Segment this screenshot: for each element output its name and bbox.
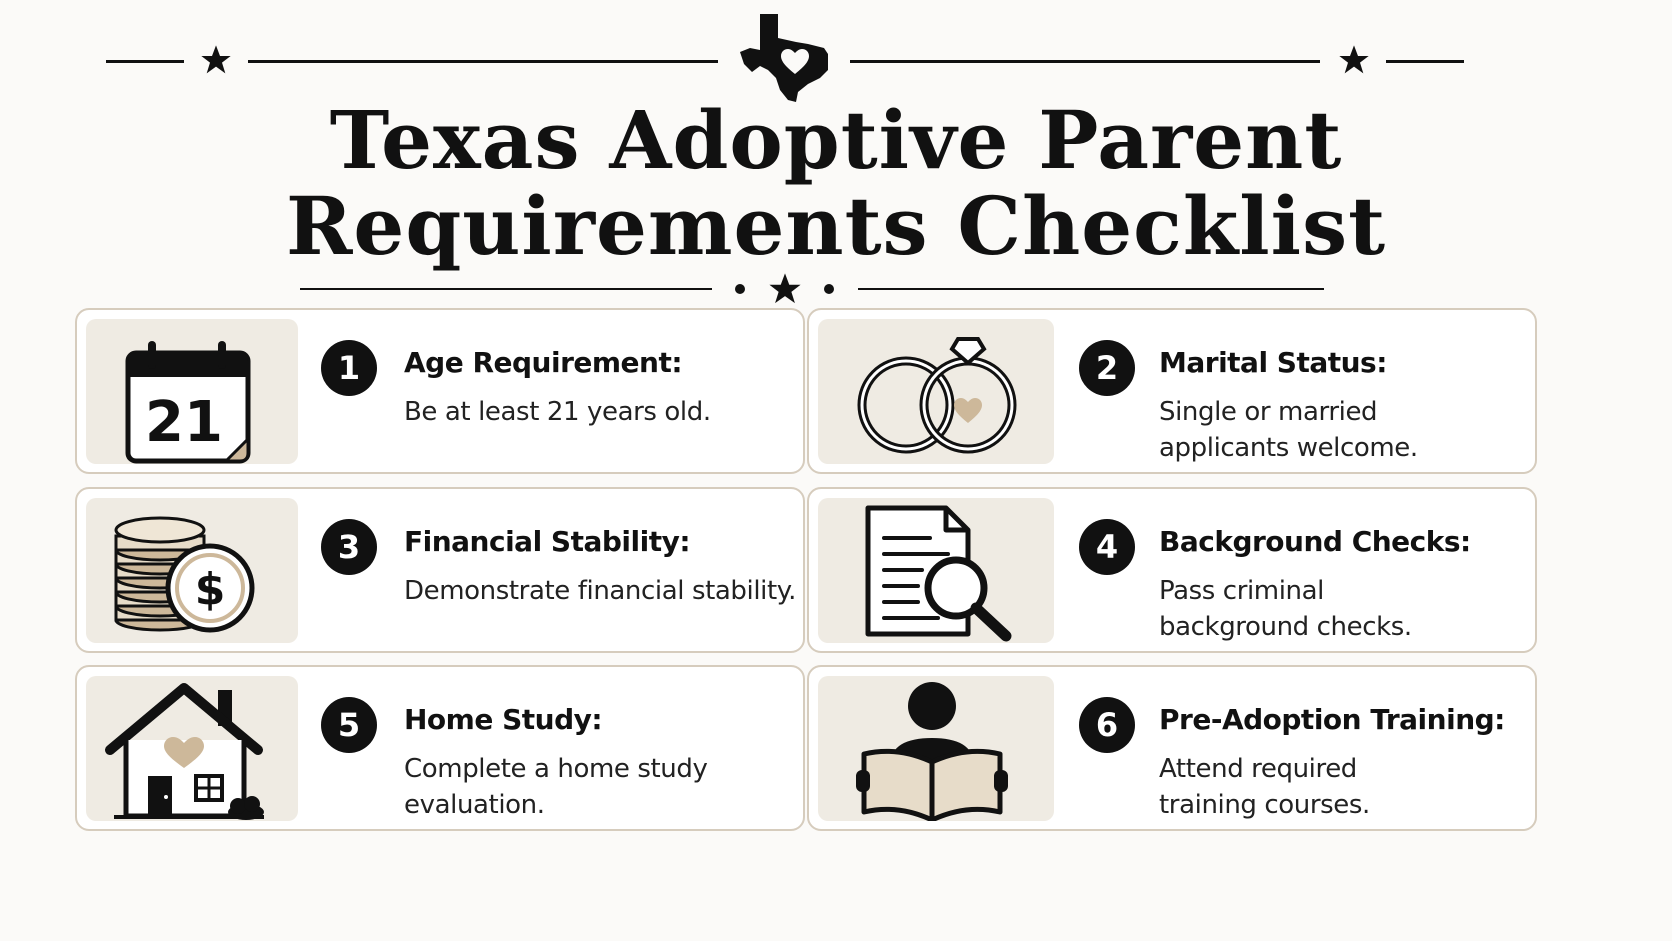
requirement-card-training: [807, 665, 1537, 831]
requirement-card-marital: [807, 308, 1537, 474]
step-number: 3: [321, 519, 377, 575]
texas-heart-icon: [738, 12, 834, 104]
star-icon: [1338, 44, 1370, 76]
page-title-line-2: Requirements Checklist: [285, 179, 1387, 273]
card-title: Age Requirement:: [404, 346, 683, 379]
calendar-day-text: 21: [145, 390, 223, 455]
calendar-icon: [86, 319, 298, 464]
requirement-card-home-study: [75, 665, 805, 831]
header-rule-right-short: [1386, 60, 1464, 63]
subtitle-rule-left: [300, 288, 712, 290]
icon-panel: [818, 676, 1054, 821]
reader-icon: [818, 676, 1054, 821]
coins-icon: [86, 498, 298, 643]
subtitle-rule-right: [858, 288, 1324, 290]
card-description: Be at least 21 years old.: [404, 397, 711, 427]
house-icon: [86, 676, 298, 821]
icon-panel: [86, 319, 298, 464]
dot-icon: [735, 284, 745, 294]
dollar-sign-text: $: [194, 564, 226, 615]
requirement-card-financial: [75, 487, 805, 653]
header-rule-left: [248, 60, 718, 63]
step-number: 1: [321, 340, 377, 396]
icon-panel: [86, 498, 298, 643]
card-description: Single or married applicants welcome.: [1159, 397, 1418, 463]
star-icon: [200, 44, 232, 76]
header-rule-right: [850, 60, 1320, 63]
card-description: Complete a home study evaluation.: [404, 754, 708, 820]
card-title: Financial Stability:: [404, 525, 691, 558]
card-title: Background Checks:: [1159, 525, 1471, 558]
card-description: Attend required training courses.: [1159, 754, 1370, 820]
card-title: Marital Status:: [1159, 346, 1387, 379]
page-title-line-1: Texas Adoptive Parent: [329, 93, 1343, 187]
card-description: Pass criminal background checks.: [1159, 576, 1412, 642]
step-number: 4: [1079, 519, 1135, 575]
icon-panel: [86, 676, 298, 821]
requirement-card-age: [75, 308, 805, 474]
card-title: Pre-Adoption Training:: [1159, 703, 1505, 736]
step-number: 5: [321, 697, 377, 753]
header-rule-left-short: [106, 60, 184, 63]
icon-panel: [818, 319, 1054, 464]
card-description: Demonstrate financial stability.: [404, 576, 796, 606]
card-title: Home Study:: [404, 703, 603, 736]
icon-panel: [818, 498, 1054, 643]
rings-icon: [818, 319, 1054, 464]
star-icon: [768, 272, 802, 306]
step-number: 6: [1079, 697, 1135, 753]
dot-icon: [824, 284, 834, 294]
document-search-icon: [818, 498, 1054, 643]
step-number: 2: [1079, 340, 1135, 396]
requirement-card-background: [807, 487, 1537, 653]
